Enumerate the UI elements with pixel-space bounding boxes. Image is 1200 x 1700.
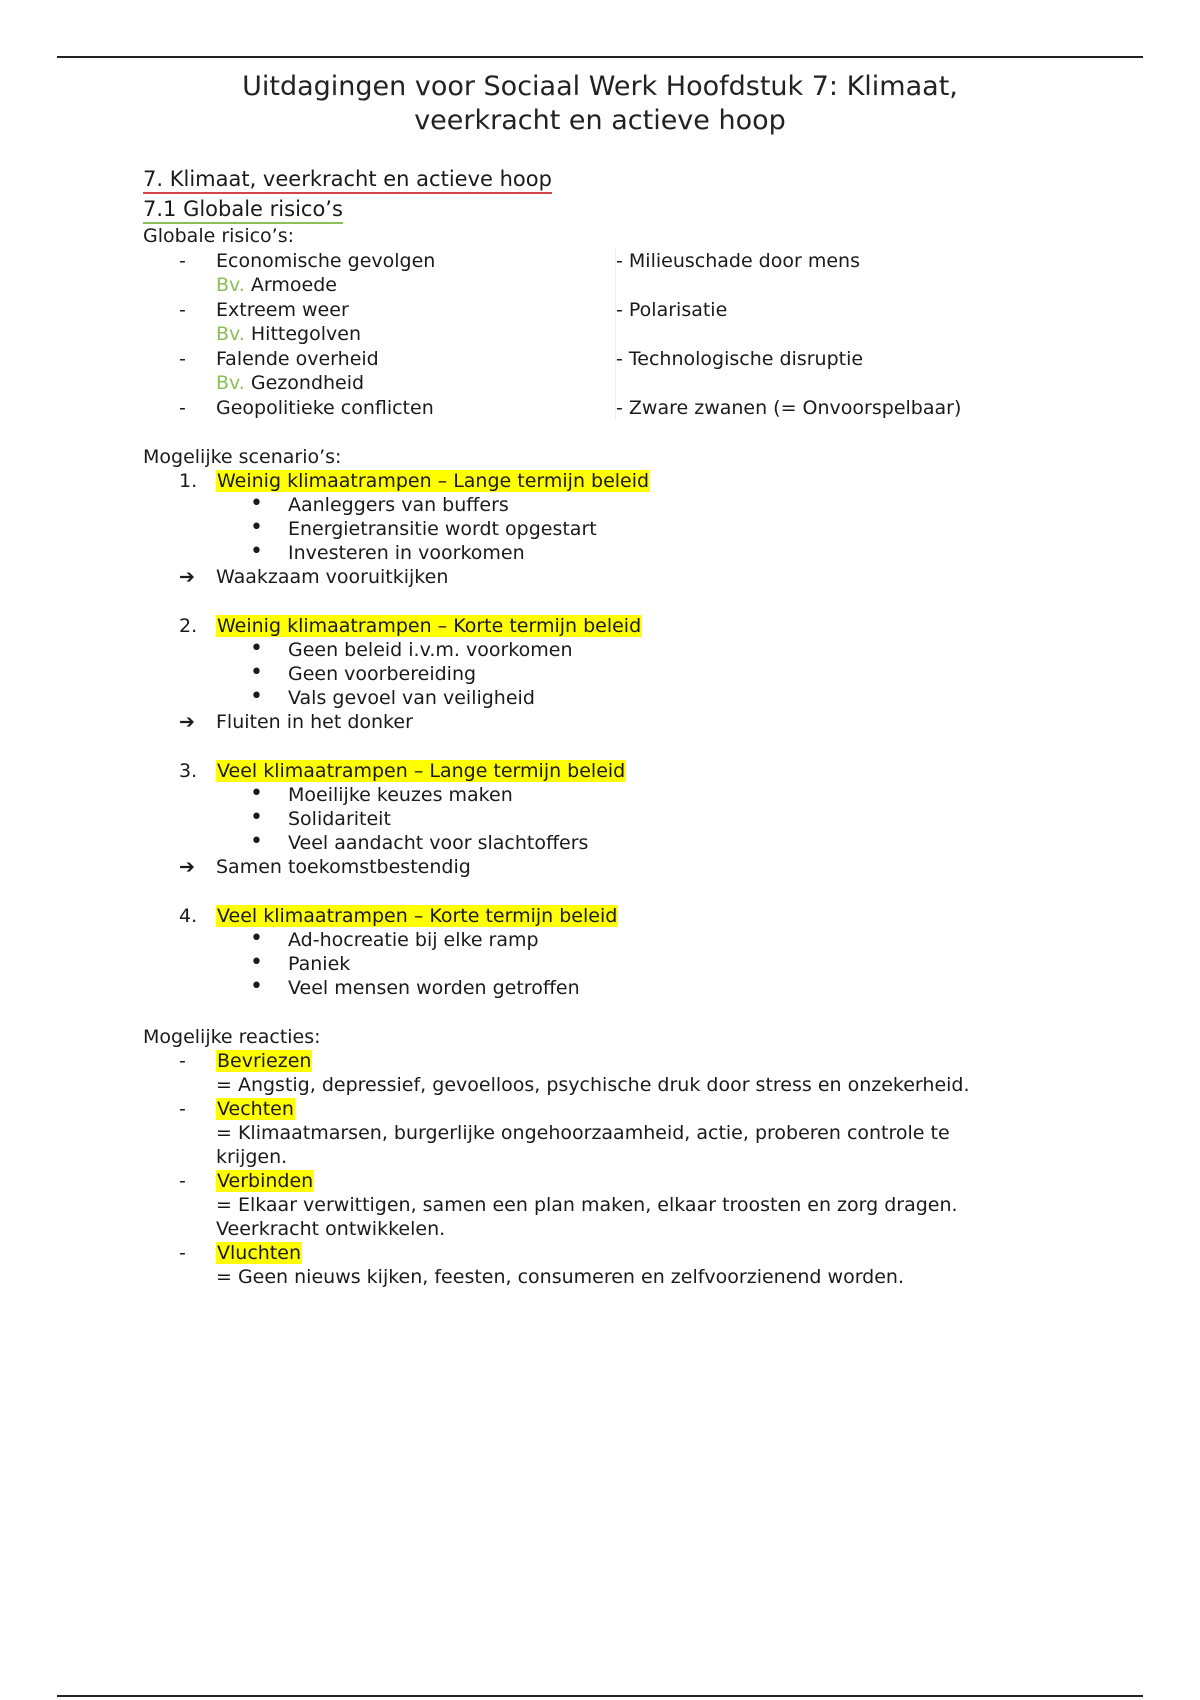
risks-table — [143, 249, 1083, 420]
reaction-definition: = Klimaatmarsen, burgerlijke ongehoorzaamheid, actie, proberen controle te — [216, 1122, 950, 1144]
scenario-conclusion: ➔ Samen toekomstbestendig — [179, 856, 471, 878]
reaction-name: Vluchten — [217, 1242, 301, 1264]
scenario-number: 4. — [179, 905, 198, 927]
bullet-icon: • — [250, 636, 263, 661]
bullet-icon: • — [250, 974, 263, 999]
scenario-title-text: Weinig klimaatrampen – Lange termijn beleid — [217, 470, 650, 492]
arrow-right-icon: ➔ — [179, 566, 195, 588]
scenario-title — [143, 469, 1083, 493]
scenario-title-text: Veel klimaatrampen – Lange termijn beleid — [217, 760, 626, 782]
risk-text: Geopolitieke conflicten — [216, 397, 434, 419]
scenario-conclusion: ➔ Waakzaam vooruitkijken — [179, 566, 449, 588]
bullet-icon: • — [250, 491, 263, 516]
scenario-number: 1. — [179, 470, 198, 492]
dash-marker: - — [179, 250, 186, 272]
bullet-icon: • — [250, 829, 263, 854]
scenario-number: 3. — [179, 760, 198, 782]
risk-text: Economische gevolgen — [216, 250, 436, 272]
reaction-definition: = Angstig, depressief, gevoelloos, psychische druk door stress en onzekerheid. — [216, 1074, 970, 1096]
risk-text: Falende overheid — [216, 348, 379, 370]
bullet-item: • Energietransitie wordt opgestart — [250, 515, 597, 540]
dash-marker: - — [179, 1170, 186, 1192]
arrow-right-icon: ➔ — [179, 856, 195, 878]
bullet-item: • Investeren in voorkomen — [250, 539, 525, 564]
list-item — [143, 396, 615, 420]
bottom-rule — [57, 1695, 1143, 1697]
subsection-heading: 7.1 Globale risico’s — [143, 196, 343, 224]
scenario-title — [143, 614, 1083, 638]
dash-marker: - — [179, 397, 186, 419]
risk-example — [216, 371, 615, 395]
top-rule — [57, 56, 1143, 58]
example-text: Gezondheid — [250, 372, 365, 394]
arrow-right-icon: ➔ — [179, 711, 195, 733]
reaction-definition-cont: Veerkracht ontwikkelen. — [216, 1218, 446, 1240]
bullet-item: • Veel aandacht voor slachtoffers — [250, 829, 589, 854]
reaction-item — [143, 1049, 1083, 1073]
reaction-definition-cont: krijgen. — [216, 1146, 288, 1168]
scenario-title — [143, 904, 1083, 928]
bullet-icon: • — [250, 926, 263, 951]
risk-right-item: - Milieuschade door mens — [616, 250, 860, 272]
section-heading: 7. Klimaat, veerkracht en actieve hoop — [143, 166, 552, 194]
reaction-name: Bevriezen — [217, 1050, 312, 1072]
risks-label: Globale risico’s: — [143, 225, 295, 247]
document-body — [143, 166, 1083, 1289]
risks-left-column — [143, 249, 616, 420]
scenario-number: 2. — [179, 615, 198, 637]
risk-right-item: - Technologische disruptie — [616, 348, 864, 370]
bullet-item: • Geen beleid i.v.m. voorkomen — [250, 636, 573, 661]
title-line-2: veerkracht en actieve hoop — [414, 105, 786, 136]
reactions-label: Mogelijke reacties: — [143, 1026, 321, 1048]
example-text: Hittegolven — [250, 323, 361, 345]
bullet-item: • Veel mensen worden getroffen — [250, 974, 580, 999]
dash-marker: - — [179, 1242, 186, 1264]
bullet-item: • Geen voorbereiding — [250, 660, 477, 685]
risk-example — [216, 273, 615, 297]
reaction-name: Verbinden — [217, 1170, 314, 1192]
reaction-name: Vechten — [217, 1098, 294, 1120]
bv-label: Bv. — [216, 274, 245, 296]
bullet-icon: • — [250, 805, 263, 830]
scenario-title-text: Veel klimaatrampen – Korte termijn beleid — [217, 905, 618, 927]
bv-label: Bv. — [216, 323, 245, 345]
bullet-icon: • — [250, 539, 263, 564]
bullet-icon: • — [250, 684, 263, 709]
bullet-icon: • — [250, 660, 263, 685]
dash-marker: - — [179, 299, 186, 321]
risk-text: Extreem weer — [216, 299, 349, 321]
bullet-item: • Vals gevoel van veiligheid — [250, 684, 535, 709]
document-title — [100, 70, 1100, 138]
scenarios-label: Mogelijke scenario’s: — [143, 446, 342, 468]
list-item — [143, 249, 615, 298]
title-line-1: Uitdagingen voor Sociaal Werk Hoofdstuk 7: Klimaat, — [242, 71, 958, 102]
scenario-title — [143, 759, 1083, 783]
reaction-item — [143, 1169, 1083, 1193]
risk-right-item: - Zware zwanen (= Onvoorspelbaar) — [616, 397, 962, 419]
risks-right-column — [616, 249, 1083, 420]
dash-marker: - — [179, 348, 186, 370]
dash-marker: - — [179, 1050, 186, 1072]
example-text: Armoede — [250, 274, 337, 296]
bullet-item: • Moeilijke keuzes maken — [250, 781, 513, 806]
reaction-definition: = Elkaar verwittigen, samen een plan maken, elkaar troosten en zorg dragen. — [216, 1194, 958, 1216]
dash-marker: - — [179, 1098, 186, 1120]
scenario-conclusion: ➔ Fluiten in het donker — [179, 711, 413, 733]
reaction-item — [143, 1097, 1083, 1121]
bullet-item: • Aanleggers van buffers — [250, 491, 509, 516]
bullet-icon: • — [250, 515, 263, 540]
bv-label: Bv. — [216, 372, 245, 394]
reaction-item — [143, 1241, 1083, 1265]
reaction-definition: = Geen nieuws kijken, feesten, consumeren en zelfvoorzienend worden. — [216, 1266, 905, 1288]
list-item — [143, 298, 615, 347]
risk-right-item: - Polarisatie — [616, 299, 728, 321]
bullet-item: • Solidariteit — [250, 805, 391, 830]
bullet-item: • Ad-hocreatie bij elke ramp — [250, 926, 539, 951]
bullet-icon: • — [250, 781, 263, 806]
risk-example — [216, 322, 615, 346]
bullet-item: • Paniek — [250, 950, 351, 975]
bullet-icon: • — [250, 950, 263, 975]
list-item — [143, 347, 615, 396]
scenario-title-text: Weinig klimaatrampen – Korte termijn beleid — [217, 615, 642, 637]
